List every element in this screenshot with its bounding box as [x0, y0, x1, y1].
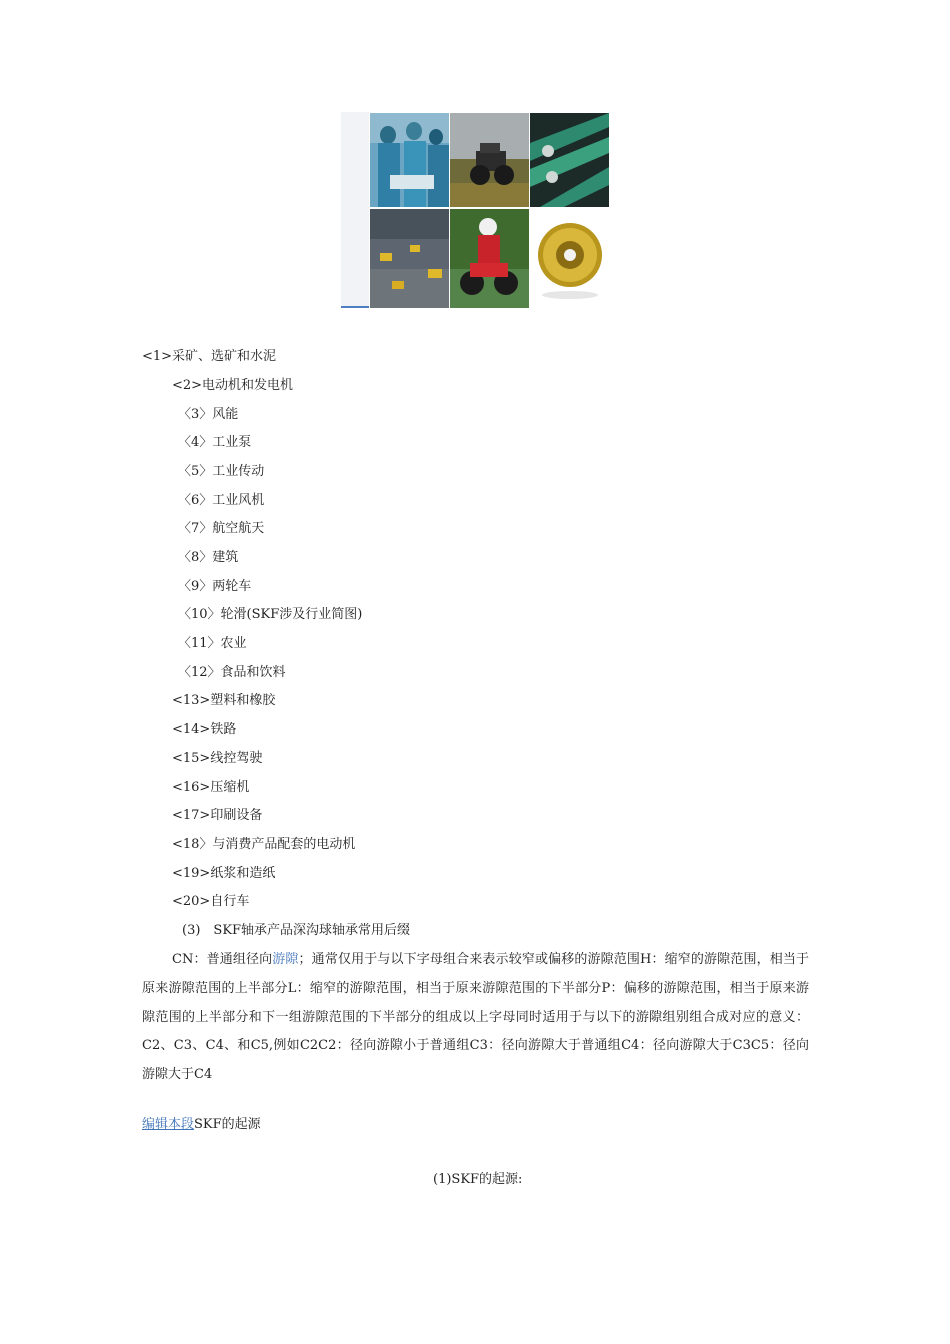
collage-left-strip — [341, 112, 369, 308]
list-item: <14>铁路 — [172, 722, 237, 737]
edit-section-link[interactable]: 编辑本段 — [142, 1117, 195, 1132]
clearance-link[interactable]: 游隙 — [272, 952, 299, 967]
list-item: 〈12〉食品和饮料 — [178, 665, 286, 680]
list-item: <20>自行车 — [172, 894, 250, 909]
list-item: <19>纸浆和造纸 — [172, 866, 276, 881]
list-item: <15>线控驾驶 — [172, 751, 263, 766]
edit-section-line — [142, 1116, 261, 1134]
list-item: 〈7〉航空航天 — [178, 521, 265, 536]
list-item: <17>印刷设备 — [172, 808, 263, 823]
clearance-suffix-paragraph — [142, 946, 809, 1090]
list-item: 〈8〉建筑 — [178, 550, 239, 565]
list-item: <2>电动机和发电机 — [172, 378, 294, 393]
collage-left-accent-line — [341, 306, 369, 308]
section-heading: (3) SKF轴承产品深沟球轴承常用后缀 — [182, 923, 411, 938]
list-item: 〈3〉风能 — [178, 407, 239, 422]
paragraph-prefix: CN：普通组径向 — [172, 952, 273, 967]
list-item: 〈9〉两轮车 — [178, 579, 252, 594]
list-item: 〈11〉农业 — [178, 636, 247, 651]
list-item: 〈4〉工业泵 — [178, 435, 252, 450]
industry-collage-image — [341, 112, 609, 308]
list-item: 〈6〉工业风机 — [178, 493, 265, 508]
list-item: <13>塑料和橡胶 — [172, 693, 276, 708]
photo-gold-gear — [530, 209, 609, 308]
photo-agriculture-tractor — [450, 113, 529, 207]
list-item: <18〉与消费产品配套的电动机 — [172, 837, 356, 852]
list-item: 〈5〉工业传动 — [178, 464, 265, 479]
photo-medical-surgery — [370, 113, 449, 207]
photo-motorcycle-racing — [450, 209, 529, 308]
edit-section-heading: SKF的起源 — [194, 1117, 261, 1132]
subheading-origin: (1)SKF的起源: — [433, 1172, 523, 1187]
photo-industrial-rollers — [530, 113, 609, 207]
photo-mining-quarry — [370, 209, 449, 308]
paragraph-body: ；通常仅用于与以下字母组合来表示较窄或偏移的游隙范围H：缩窄的游隙范围，相当于原来游隙范围的上半部分L：缩窄的游隙范围，相当于原来游隙范围的下半部分P：偏移的游隙范围，相当于原来游隙范围的上半部分和下一组游隙范围的下半部分的组成以上字母同时适用于与以下的游隙组别组合成对应的意义：C2、C3、C4、和C5,例如C2C2：径向游隙小于普通组C3：径向游隙大于普通组C4：径向游隙大于C3C5：径向游隙大于C4 — [142, 952, 809, 1083]
list-item: <1>采矿、选矿和水泥 — [142, 349, 277, 364]
list-item: 〈10〉轮滑(SKF涉及行业简图) — [178, 607, 363, 622]
list-item: <16>压缩机 — [172, 780, 250, 795]
